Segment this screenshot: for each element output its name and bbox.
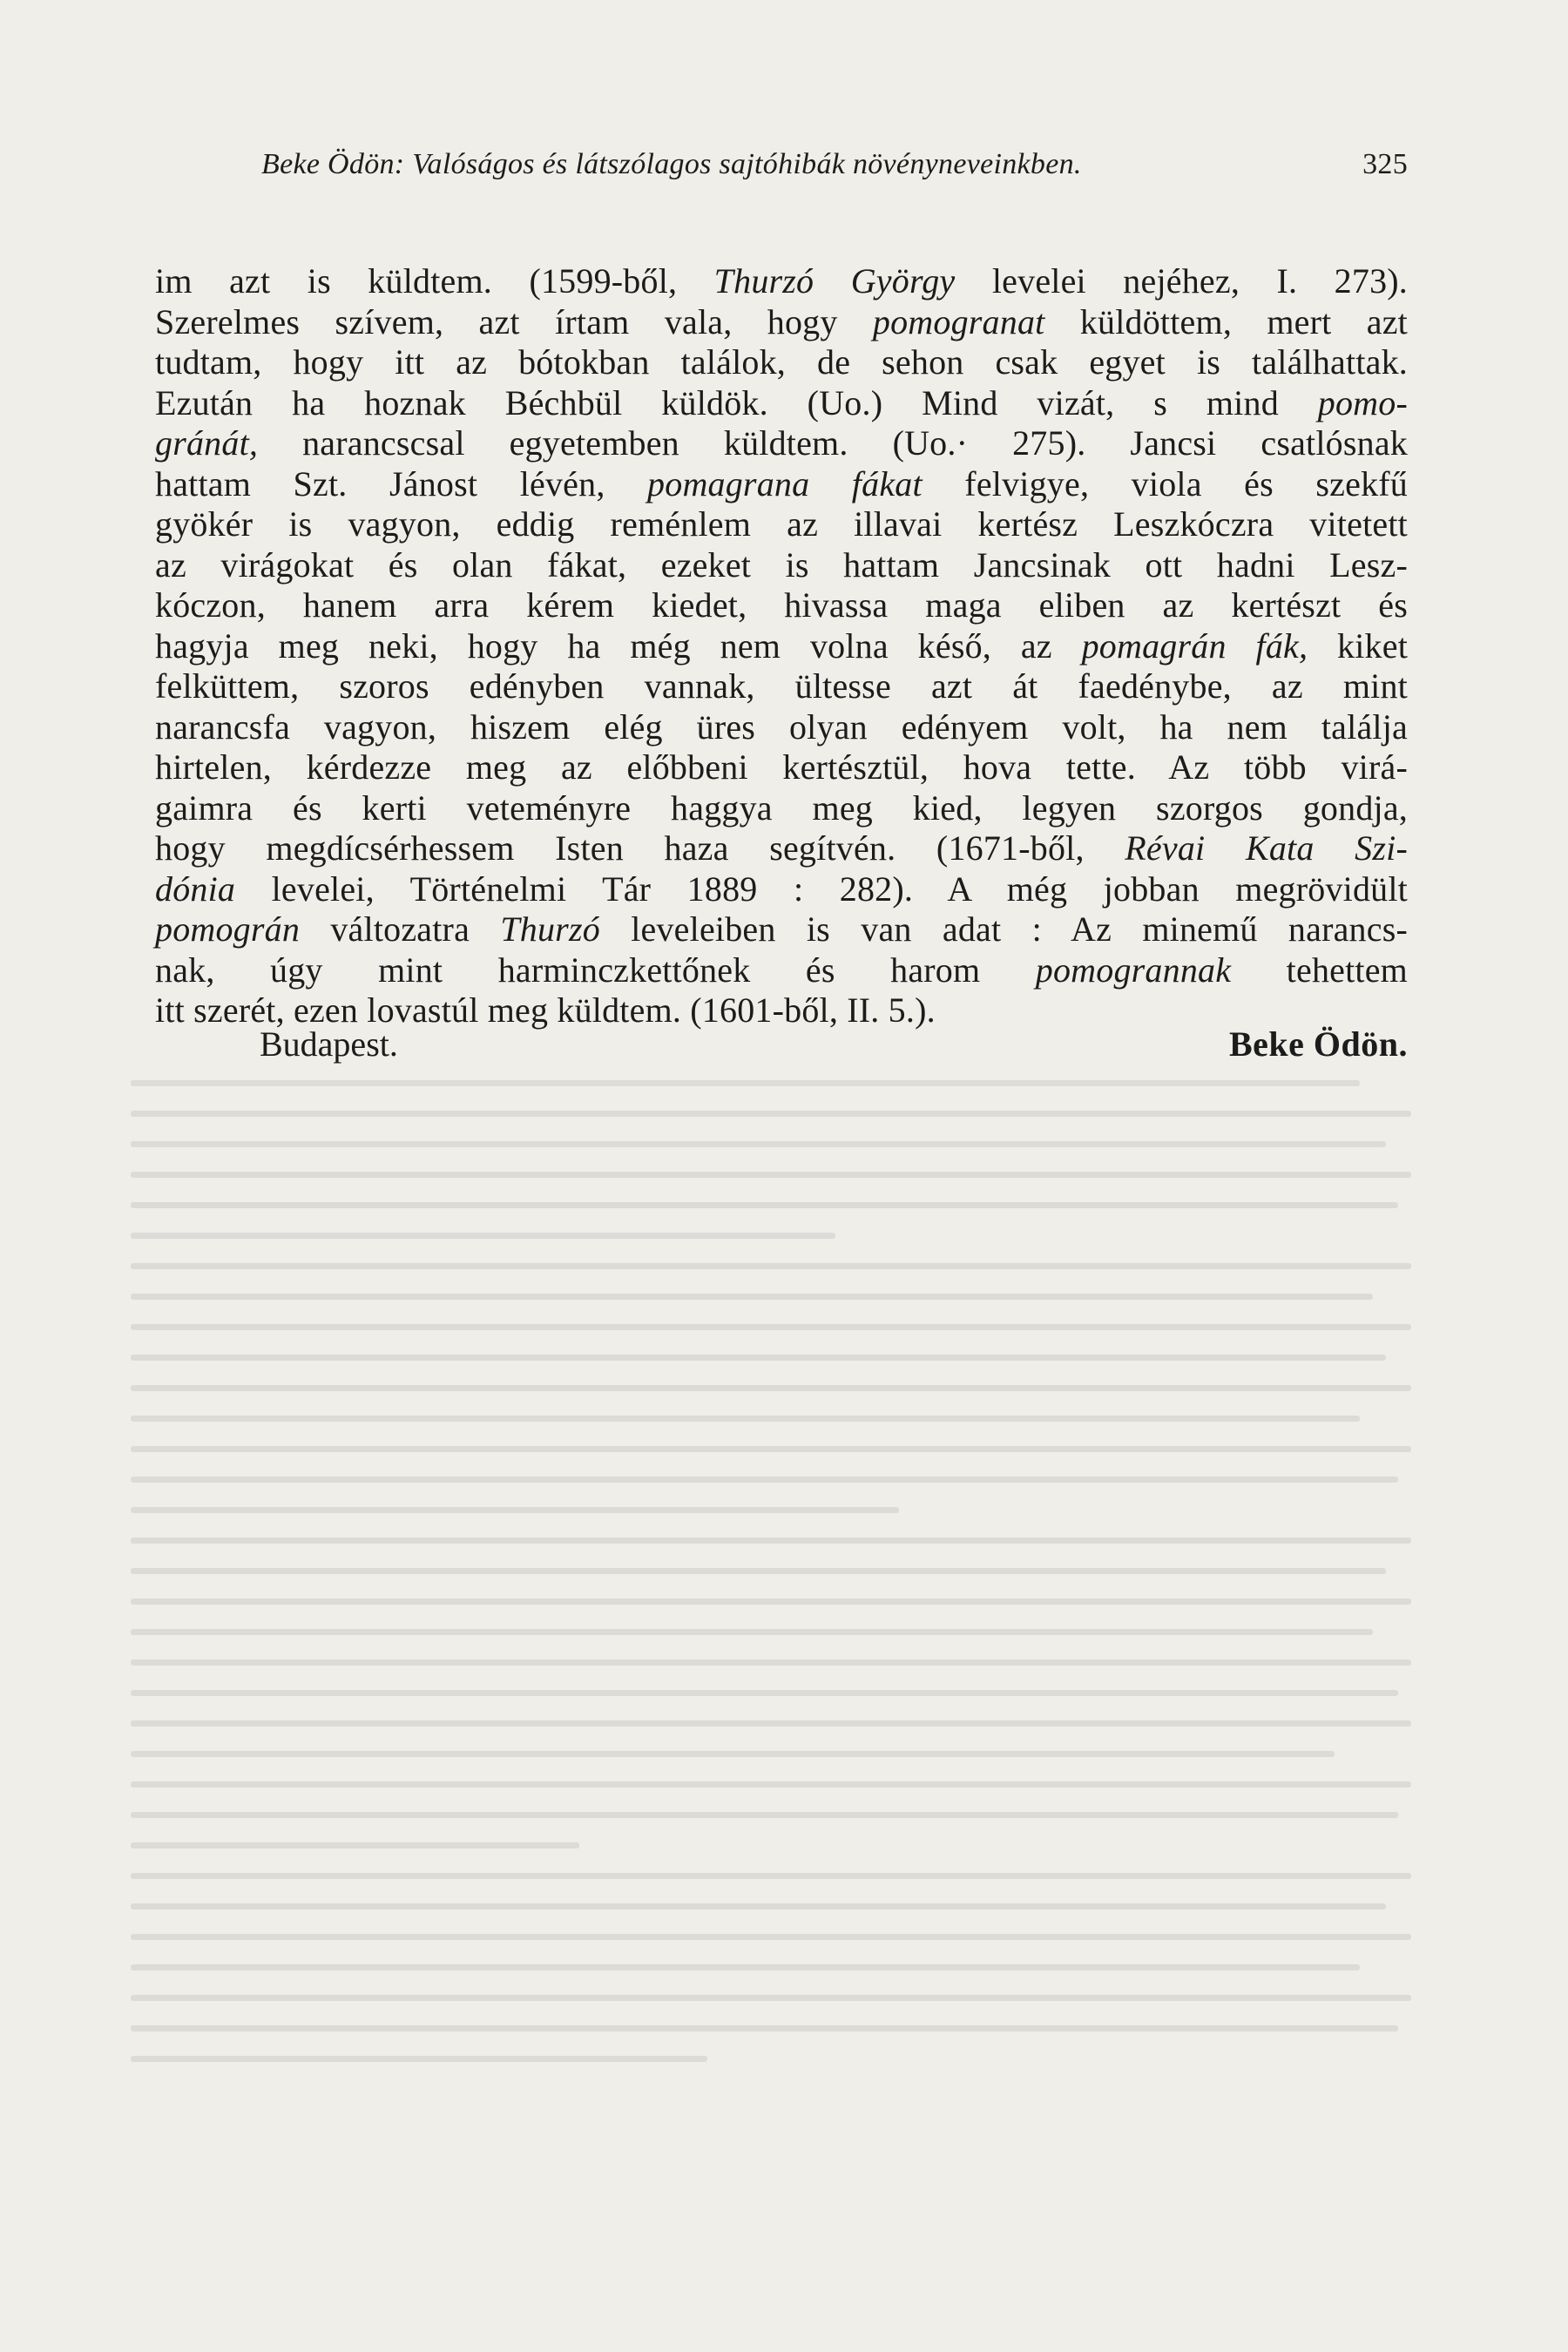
- italic-name: Révai Kata Szi-: [1125, 828, 1408, 868]
- text-line: itt szerét, ezen lovastúl meg küldtem. (1601-ből, II. 5.).: [155, 990, 936, 1030]
- italic-term: pomogranat: [872, 301, 1045, 341]
- text-line: Szerelmes szívem, azt írtam vala, hogy pomogranat küldöttem, mert azt: [155, 301, 1408, 341]
- running-title: Beke Ödön: Valóságos és látszólagos sajtóhibák növényneveinkben.: [261, 148, 1082, 180]
- text-line: hogy megdícsérhessem Isten haza segítvén. (1671-ből, Révai Kata Szi-: [155, 828, 1408, 868]
- italic-name: dónia: [155, 868, 236, 909]
- text-line: hattam Szt. Jánost lévén, pomagrana fákat felvigye, viola és szekfű: [155, 463, 1408, 504]
- page-number: 325: [1362, 148, 1408, 180]
- text-line: hagyja meg neki, hogy ha még nem volna késő, az pomagrán fák, kiket: [155, 625, 1409, 666]
- text-line: gránát, narancscsal egyetemben küldtem. (Uo.· 275). Jancsi csatlósnak: [155, 423, 1408, 463]
- italic-name: Thurzó György: [713, 261, 956, 301]
- text-line: gyökér is vagyon, eddig reménlem az illavai kertész Leszkóczra vitetett: [155, 504, 1408, 544]
- text-line: felküttem, szoros edényben vannak, ültesse azt át faedénybe, az mint: [155, 666, 1408, 706]
- text-line: az virágokat és olan fákat, ezeket is hattam Jancsinak ott hadni Lesz-: [155, 544, 1408, 585]
- running-header: [261, 148, 1408, 181]
- italic-term: pomo-: [1317, 382, 1408, 422]
- text-line: dónia levelei, Történelmi Tár 1889 : 282). A még jobban megrövidült: [155, 868, 1408, 909]
- italic-term: pomagrana fákat: [647, 463, 923, 504]
- italic-term: gránát,: [155, 423, 259, 463]
- text-line: Ezután ha hoznak Béchbül küldök. (Uo.) Mind vizát, s mind pomo-: [155, 382, 1408, 422]
- text-line: im azt is küldtem. (1599-ből, Thurzó György levelei nejéhez, I. 273).: [155, 261, 1408, 301]
- text-line: gaimra és kerti veteményre haggya meg kied, legyen szorgos gondja,: [155, 787, 1408, 828]
- signature-author: Beke Ödön.: [1228, 1024, 1408, 1064]
- signature-row: [155, 1024, 1408, 1064]
- text-line: nak, úgy mint harminczkettőnek és harom pomogrannak tehettem: [155, 950, 1408, 990]
- signature-place: Budapest.: [260, 1024, 398, 1064]
- article-body: [155, 261, 1408, 1031]
- text-line: pomográn változatra Thurzó leveleiben is van adat : Az minemű narancs-: [155, 909, 1408, 949]
- italic-name: Thurzó: [500, 909, 600, 949]
- bleed-through-texture: [131, 1080, 1411, 2178]
- text-line: kóczon, hanem arra kérem kiedet, hivassa maga eliben az kertészt és: [155, 585, 1408, 625]
- italic-term: pomogrannak: [1035, 950, 1232, 990]
- text-line: narancsfa vagyon, hiszem elég üres olyan edényem volt, ha nem találja: [155, 706, 1408, 747]
- italic-term: pomográn: [155, 909, 301, 949]
- text-line: tudtam, hogy itt az bótokban találok, de sehon csak egyet is találhattak.: [155, 342, 1408, 382]
- text-line: hirtelen, kérdezze meg az előbbeni kertésztül, hova tette. Az több virá-: [155, 747, 1408, 787]
- italic-term: pomagrán fák,: [1081, 625, 1308, 666]
